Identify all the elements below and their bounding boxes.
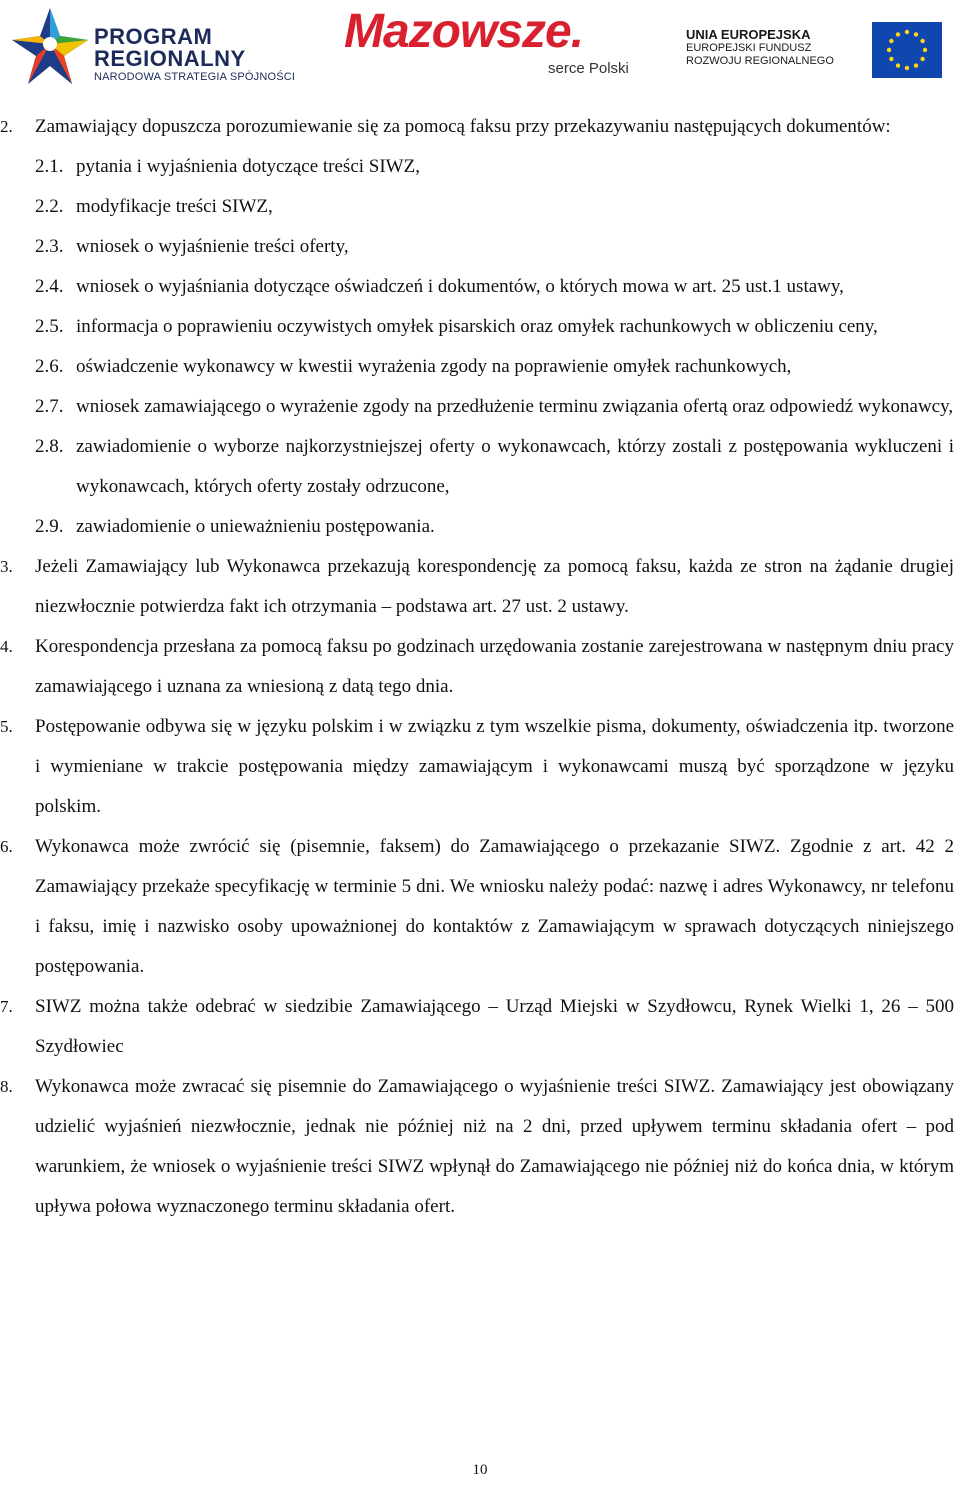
mazowsze-tagline: serce Polski [548, 60, 629, 77]
list-item-number: 2.3. [35, 236, 64, 257]
list-item-2-3 [0, 227, 960, 267]
paragraph-5 [0, 707, 960, 827]
page-number: 10 [472, 1462, 488, 1478]
paragraph-number: 5. [0, 717, 13, 736]
list-item-2-2 [0, 187, 960, 227]
list-item-2-8 [0, 427, 960, 507]
mazowsze-wordmark: Mazowsze. [344, 5, 584, 58]
paragraph-number: 8. [0, 1077, 13, 1096]
document-body [0, 107, 960, 1227]
list-item-2-4 [0, 267, 960, 307]
list-item-2-7 [0, 387, 960, 427]
list-item-text: modyfikacje treści SIWZ, [76, 196, 273, 217]
paragraph-text: Zamawiający dopuszcza porozumiewanie się za pomocą faksu przy przekazywaniu następujących dokumentów: [35, 116, 891, 137]
paragraph-text: Wykonawca może zwracać się pisemnie do Zamawiającego o wyjaśnienie treści SIWZ. Zamawiający jest obowiązany udzielić wyjaśnień niezwłocznie, jednak nie później niż na 2 dni, przed upływem terminu składania ofert – pod warunkiem, że wniosek o wyjaśnienie treści SIWZ wpłynął do Zamawiającego nie później niż do końca dnia, w którym upływa połowa wyznaczonego terminu składania ofert. [35, 1076, 954, 1217]
paragraph-text: Wykonawca może zwrócić się (pisemnie, faksem) do Zamawiającego o przekazanie SIWZ. Zgodnie z art. 42 2 Zamawiający przekaże specyfikację w terminie 5 dni. We wniosku należy podać: nazwę i adres Wykonawcy, nr telefonu i faksu, imię i nazwisko osoby upoważnionej do kontaktów z Zamawiającym w sprawach dotyczących niniejszego postępowania. [35, 836, 954, 977]
list-item-2-5 [0, 307, 960, 347]
eu-wordmark [686, 28, 834, 68]
eu-logo [686, 22, 956, 82]
list-item-number: 2.7. [35, 396, 64, 417]
paragraph-4 [0, 627, 960, 707]
star-logo-icon [10, 4, 90, 88]
list-item-text: wniosek o wyjaśnienie treści oferty, [76, 236, 349, 257]
list-item-2-1 [0, 147, 960, 187]
list-item-number: 2.9. [35, 516, 64, 537]
program-regionalny-logo [10, 4, 310, 88]
list-item-text: wniosek zamawiającego o wyrażenie zgody na przedłużenie terminu związania ofertą oraz odpowiedź wykonawcy, [76, 396, 954, 417]
regionalny-label: REGIONALNY [94, 46, 246, 71]
mazowsze-logo [340, 5, 640, 88]
list-item-text: pytania i wyjaśnienia dotyczące treści SIWZ, [76, 156, 420, 177]
paragraph-2 [0, 107, 960, 147]
list-item-text: wniosek o wyjaśniania dotyczące oświadczeń i dokumentów, o których mowa w art. 25 ust.1 ustawy, [76, 276, 844, 297]
paragraph-number: 3. [0, 557, 13, 576]
list-item-number: 2.8. [35, 436, 64, 457]
list-item-2-6 [0, 347, 960, 387]
list-item-text: oświadczenie wykonawcy w kwestii wyrażenia zgody na poprawienie omyłek rachunkowych, [76, 356, 792, 377]
paragraph-number: 4. [0, 637, 13, 656]
list-item-number: 2.6. [35, 356, 64, 377]
paragraph-8 [0, 1067, 960, 1227]
list-item-2-9 [0, 507, 960, 547]
eu-fund-label: EUROPEJSKI FUNDUSZ [686, 42, 812, 54]
list-item-number: 2.2. [35, 196, 64, 217]
program-label: PROGRAM [94, 24, 213, 49]
list-item-text: zawiadomienie o wyborze najkorzystniejszej oferty o wykonawcach, którzy zostali z postępowania wykluczeni i wykonawcach, których oferty zostały odrzucone, [76, 436, 954, 497]
paragraph-number: 2. [0, 117, 13, 136]
paragraph-text: SIWZ można także odebrać w siedzibie Zamawiającego – Urząd Miejski w Szydłowcu, Rynek Wielki 1, 26 – 500 Szydłowiec [35, 996, 954, 1057]
paragraph-number: 7. [0, 997, 13, 1016]
program-regionalny-wordmark [94, 26, 295, 84]
paragraph-text: Korespondencja przesłana za pomocą faksu po godzinach urzędowania zostanie zarejestrowana w następnym dniu pracy zamawiającego i uznana za wniesioną z datą tego dnia. [35, 636, 954, 697]
paragraph-number: 6. [0, 837, 13, 856]
paragraph-7 [0, 987, 960, 1067]
paragraph-text: Postępowanie odbywa się w języku polskim i w związku z tym wszelkie pisma, dokumenty, oświadczenia itp. tworzone i wymieniane w trakcie postępowania między zamawiającym i wykonawcami muszą być sporządzone w języku polskim. [35, 716, 954, 817]
paragraph-3 [0, 547, 960, 627]
list-item-text: zawiadomienie o unieważnieniu postępowania. [76, 516, 435, 537]
list-item-number: 2.5. [35, 316, 64, 337]
list-item-number: 2.1. [35, 156, 64, 177]
paragraph-6 [0, 827, 960, 987]
strategia-label: NARODOWA STRATEGIA SPÓJNOŚCI [94, 71, 296, 83]
eu-regional-label: ROZWOJU REGIONALNEGO [686, 55, 834, 67]
list-item-number: 2.4. [35, 276, 64, 297]
paragraph-text: Jeżeli Zamawiający lub Wykonawca przekazują korespondencję za pomocą faksu, każda ze stron na żądanie drugiej niezwłocznie potwierdza fakt ich otrzymania – podstawa art. 27 ust. 2 ustawy. [35, 556, 954, 617]
list-item-text: informacja o poprawieniu oczywistych omyłek pisarskich oraz omyłek rachunkowych w obliczeniu ceny, [76, 316, 878, 337]
document-header [0, 0, 960, 95]
eu-label: UNIA EUROPEJSKA [686, 27, 811, 42]
eu-flag-icon [872, 22, 942, 78]
